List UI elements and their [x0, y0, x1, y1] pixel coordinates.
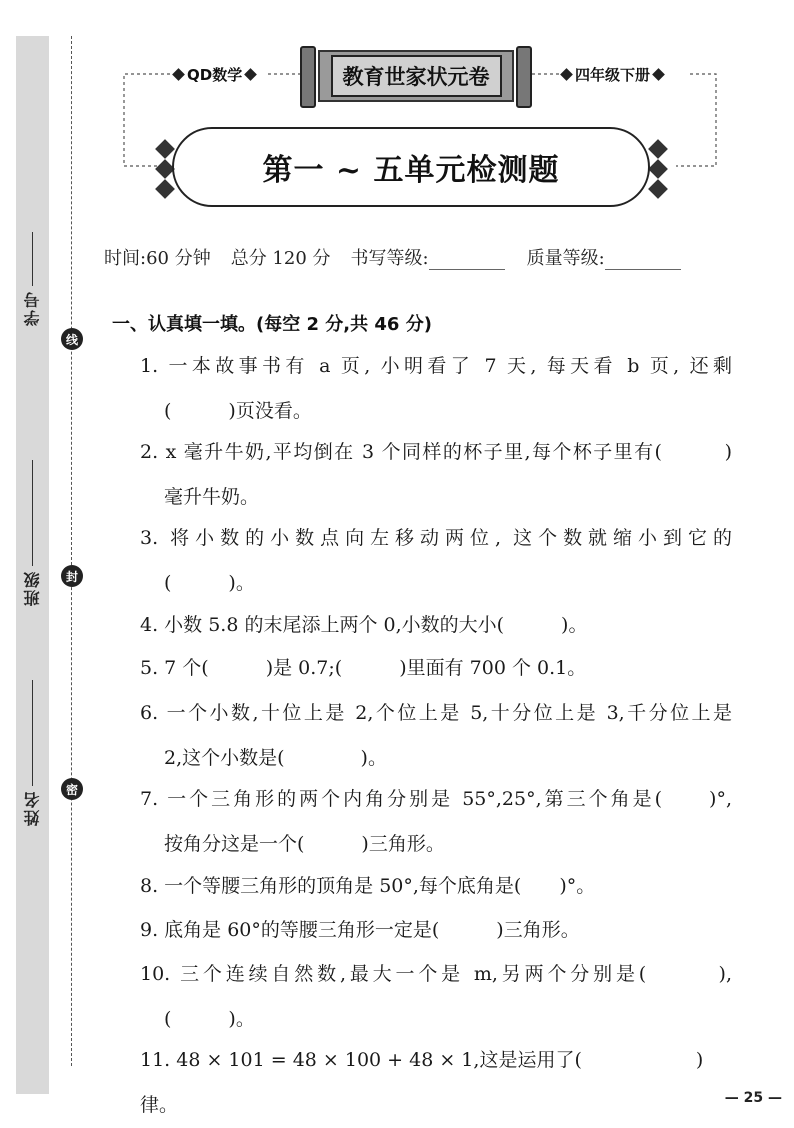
- question-9: [140, 908, 732, 953]
- writing-grade-label: 书写等级:: [350, 248, 429, 269]
- grade-tag: [562, 64, 663, 85]
- question-10: [140, 952, 732, 1042]
- diamond-icon: [172, 68, 185, 81]
- student-id-label: 学号: [23, 290, 42, 326]
- question-7-line1[interactable]: 7. 一个三角形的两个内角分别是 55°,25°,第三个角是( )°,: [140, 788, 732, 810]
- question-11-line1[interactable]: 11. 48 × 101 = 48 × 100 + 48 × 1,这是运用了( )律。: [140, 1049, 704, 1116]
- title-frame: [172, 127, 650, 207]
- total-score: 总分 120 分: [230, 248, 331, 269]
- question-2-line2: 毫升牛奶。: [164, 486, 260, 508]
- seal-mark-secret: 密: [61, 778, 83, 800]
- question-1-line1: 1. 一本故事书有 a 页, 小明看了 7 天, 每天看 b 页, 还剩: [140, 355, 732, 377]
- page-title: 第一 ~ 五单元检测题: [262, 153, 560, 188]
- class-label: 班级: [23, 570, 42, 606]
- diamond-icon: [652, 68, 665, 81]
- question-1-line2[interactable]: ( )页没看。: [164, 400, 312, 422]
- name-field[interactable]: [16, 680, 49, 826]
- seal-mark-seal: 封: [61, 565, 83, 587]
- name-label: 姓名: [23, 790, 42, 826]
- question-6-line2[interactable]: 2,这个小数是( )。: [164, 747, 387, 769]
- subject-tag-text: QD数学: [187, 66, 243, 84]
- question-2: [140, 430, 732, 520]
- quality-grade-label: 质量等级:: [526, 248, 605, 269]
- diamond-icon: [244, 68, 257, 81]
- question-9-line1[interactable]: 9. 底角是 60°的等腰三角形一定是( )三角形。: [140, 919, 580, 941]
- page-number: — 25 —: [724, 1090, 782, 1106]
- question-7-line2[interactable]: 按角分这是一个( )三角形。: [164, 833, 445, 855]
- diamond-icon: [560, 68, 573, 81]
- name-blank[interactable]: [32, 680, 34, 786]
- question-6-line1: 6. 一个小数,十位上是 2,个位上是 5,十分位上是 3,千分位上是: [140, 702, 732, 724]
- section-title: 一、认真填一填。(每空 2 分,共 46 分): [112, 314, 432, 335]
- question-4: [140, 603, 732, 648]
- question-8: [140, 864, 732, 909]
- series-banner: [300, 46, 532, 108]
- question-3-line2[interactable]: ( )。: [164, 572, 255, 594]
- question-3: [140, 516, 732, 606]
- scroll-right-icon: [516, 46, 532, 108]
- question-5: [140, 646, 732, 691]
- question-4-line1[interactable]: 4. 小数 5.8 的末尾添上两个 0,小数的大小( )。: [140, 614, 588, 636]
- time-limit: 时间:60 分钟: [104, 248, 211, 269]
- diamond-icon: [648, 159, 668, 179]
- scroll-left-icon: [300, 46, 316, 108]
- student-id-blank[interactable]: [32, 232, 34, 286]
- series-title: 教育世家状元卷: [331, 55, 502, 97]
- question-3-line1: 3. 将小数的小数点向左移动两位, 这个数就缩小到它的: [140, 527, 732, 549]
- subject-tag: [174, 64, 255, 85]
- question-10-line2[interactable]: ( )。: [164, 1008, 255, 1030]
- class-blank[interactable]: [32, 460, 34, 566]
- student-id-field[interactable]: [16, 232, 49, 326]
- question-6: [140, 691, 732, 781]
- grade-tag-text: 四年级下册: [575, 66, 651, 84]
- exam-info-line: [104, 244, 734, 270]
- diamond-icon: [648, 179, 668, 199]
- question-10-line1[interactable]: 10. 三个连续自然数,最大一个是 m,另两个分别是( ),: [140, 963, 732, 985]
- question-11: [140, 1038, 732, 1128]
- question-8-line1[interactable]: 8. 一个等腰三角形的顶角是 50°,每个底角是( )°。: [140, 875, 596, 897]
- seal-mark-line: 线: [61, 328, 83, 350]
- question-2-line1[interactable]: 2. x 毫升牛奶,平均倒在 3 个同样的杯子里,每个杯子里有( ): [140, 441, 732, 463]
- writing-grade-blank[interactable]: [429, 249, 505, 270]
- quality-grade-blank[interactable]: [605, 249, 681, 270]
- diamond-icon: [648, 139, 668, 159]
- series-plate: [318, 50, 514, 102]
- question-5-line1[interactable]: 5. 7 个( )是 0.7;( )里面有 700 个 0.1。: [140, 657, 587, 679]
- diamond-icon: [155, 179, 175, 199]
- class-field[interactable]: [16, 460, 49, 606]
- question-1: [140, 344, 732, 434]
- right-diamond-group: [651, 142, 665, 196]
- diamond-icon: [155, 139, 175, 159]
- left-diamond-group: [158, 142, 172, 196]
- question-7: [140, 777, 732, 867]
